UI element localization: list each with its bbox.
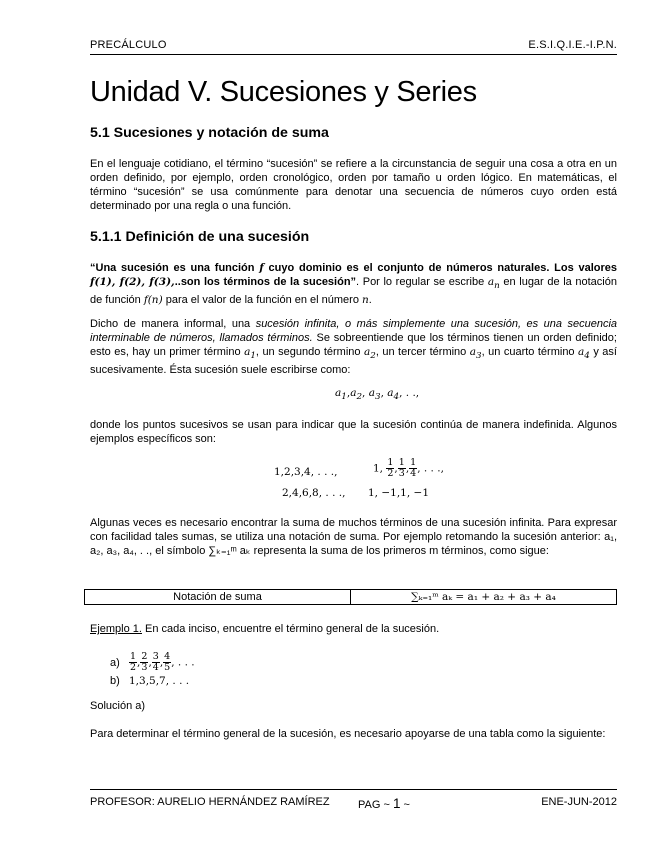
math-sub: 3 <box>374 392 381 403</box>
math-f-values: f(1), f(2), f(3), <box>90 276 175 288</box>
continuation-paragraph: donde los puntos sucesivos se usan para indicar que la sucesión continúa de manera indefinida. Algunos ejemplos específicos son: <box>90 419 617 445</box>
math-f: f <box>259 262 264 274</box>
document-page <box>90 0 617 848</box>
general-sequence: $a_1,a_2$, $a_3$, $a_4$, . ., <box>335 387 420 403</box>
fraction-four-fifths <box>163 652 171 673</box>
section-heading-5-1: 5.1 Sucesiones y notación de suma <box>90 125 329 141</box>
example-seq-alternating: 1, −1,1, −1 <box>368 487 430 499</box>
example-seq-evens: 2,4,6,8, . . ., <box>282 487 346 499</box>
fraction-numerator: 1 <box>387 457 394 468</box>
header-school: E.S.I.Q.I.E.-I.P.N. <box>528 39 617 51</box>
fraction-denominator: 5 <box>164 662 171 673</box>
header-rule <box>90 54 617 55</box>
math-sub: 2 <box>356 392 363 403</box>
definition-bold-2: cuyo dominio es el conjunto de números naturales. Los valores <box>263 262 617 274</box>
math-a: a <box>368 387 375 399</box>
fraction-one-half <box>129 652 137 673</box>
math-a: a <box>487 276 495 288</box>
footer-page-digit: 1 <box>392 796 401 811</box>
math-sub: 1 <box>250 351 256 362</box>
solution-paragraph: Para determinar el término general de la sucesión, es necesario apoyarse de una tabla como la siguiente: <box>90 728 606 740</box>
fraction-denominator: 2 <box>130 662 137 673</box>
math-a: a <box>335 387 342 399</box>
seq-a3 <box>368 387 381 403</box>
footer-pag-label: PAG ~ <box>358 799 393 811</box>
definition-text-3: para el valor de la función en el número <box>162 294 363 307</box>
informal-text-3: , un segundo término <box>255 346 364 358</box>
table-row <box>85 590 617 605</box>
definition-bold-3: ..son los términos de la sucesión” <box>174 276 357 288</box>
sum-notation-table <box>84 589 617 605</box>
math-sub: 4 <box>584 351 590 362</box>
seq-one: 1, <box>373 462 384 475</box>
seq-a1 <box>335 387 347 403</box>
seq-tail: , . . ., <box>417 462 444 475</box>
math-a3 <box>469 346 482 362</box>
math-sub: 3 <box>476 351 482 362</box>
table-cell-formula: ∑ₖ₌₁ᵐ aₖ = a₁ + a₂ + a₃ + a₄ <box>351 590 617 605</box>
math-sub-n: n <box>494 281 500 292</box>
fraction-numerator: 2 <box>141 651 148 662</box>
sum-notation-paragraph: Algunas veces es necesario encontrar la suma de muchos términos de una sucesión infinita. Para expresar con facilidad tales sumas, se utiliza una notación de suma. Por ejemplo retomando la sucesión anterior: a₁, a₂, a₃, a₄, . ., el símbolo ∑ₖ₌₁ᵐ aₖ representa la suma de los primeros m términos, como sigue: <box>90 517 617 557</box>
footer-professor: PROFESOR: AURELIO HERNÁNDEZ RAMÍREZ <box>90 796 330 808</box>
item-a-sequence: $\frac{1}{2}$ , $\frac{2}{3}$ , $\frac{3}{4}$ , $\frac{4}{5}$ , . . . <box>130 651 195 673</box>
item-label-a: a) <box>110 656 120 669</box>
math-a: a <box>469 346 477 358</box>
example-seq-naturals: 1,2,3,4, . . ., <box>274 466 338 478</box>
header-course: PRECÁLCULO <box>90 39 167 51</box>
seq-tail: , . . . <box>171 656 195 669</box>
math-a1 <box>244 346 256 362</box>
item-b-sequence: 1,3,5,7, . . . <box>129 675 190 687</box>
math-n: n <box>362 294 369 307</box>
math-a: a <box>244 346 251 358</box>
math-a: a <box>387 387 394 399</box>
informal-text-6: y así sucesivamente. Ésta sucesión suele escribirse como: <box>90 346 617 377</box>
fraction-denominator: 4 <box>410 468 417 479</box>
footer-rule <box>90 789 617 790</box>
definition-paragraph <box>90 261 617 307</box>
example-1-intro <box>90 622 617 636</box>
fraction-numerator: 1 <box>130 651 137 662</box>
footer-page-number <box>358 796 410 811</box>
footer-term: ENE-JUN-2012 <box>541 796 617 808</box>
informal-text-4: , un tercer término <box>375 346 470 358</box>
fraction-one-half <box>386 458 394 479</box>
informal-definition-paragraph <box>90 317 617 377</box>
fraction-numerator: 3 <box>152 651 159 662</box>
math-sub: 4 <box>393 392 400 403</box>
seq-tail: , . ., <box>399 387 420 399</box>
example-items <box>110 652 195 689</box>
math-sub: 1 <box>341 392 347 403</box>
seq-a2 <box>350 387 363 403</box>
solution-heading: Solución a) <box>90 700 146 712</box>
fraction-three-fourths <box>152 652 160 673</box>
definition-text-1: . Por lo regular se escribe <box>356 276 488 288</box>
math-sub: 2 <box>370 351 376 362</box>
seq-a4 <box>387 387 400 403</box>
footer-pag-end: ~ <box>400 799 410 811</box>
informal-text-5: , un cuarto término <box>481 346 579 358</box>
fraction-denominator: 2 <box>387 468 394 479</box>
definition-text-2: en lugar de la notación de función <box>90 276 617 307</box>
math-a4 <box>578 346 590 362</box>
informal-text-2: Se sobreentiende que los términos tienen un orden definido; esto es, hay un primer término <box>90 332 617 358</box>
math-a: a <box>350 387 357 399</box>
fraction-one-third <box>398 458 406 479</box>
fraction-denominator: 4 <box>152 662 159 673</box>
fraction-numerator: 1 <box>410 457 417 468</box>
fraction-numerator: 1 <box>398 457 405 468</box>
definition-text-4: . <box>368 294 372 307</box>
math-a: a <box>363 346 371 358</box>
example-text: En cada inciso, encuentre el término general de la sucesión. <box>141 623 440 635</box>
list-item <box>110 673 195 689</box>
informal-text-1: Dicho de manera informal, una <box>90 318 256 330</box>
section-heading-5-1-1: 5.1.1 Definición de una sucesión <box>90 229 310 245</box>
math-f-n: f(n) <box>143 294 163 307</box>
math-a2 <box>363 346 376 362</box>
fraction-two-thirds <box>140 652 148 673</box>
definition-bold-1: “Una sucesión es una función <box>90 262 260 274</box>
item-label-b: b) <box>110 675 120 687</box>
fraction-numerator: 4 <box>164 651 171 662</box>
page-title: Unidad V. Sucesiones y Series <box>90 76 477 108</box>
math-a-n <box>487 276 500 292</box>
fraction-denominator: 3 <box>398 468 405 479</box>
section-5-1-paragraph: En el lenguaje cotidiano, el término “sucesión” se refiere a la circunstancia de seguir una cosa a otra en un orden definido, por ejemplo, orden cronológico, orden por tamaño u orden lógico. En matemáticas, el término “sucesión” se usa comúnmente para denotar una secuencia de números cuyo orden está determinado por una regla o una función. <box>90 158 617 212</box>
list-item <box>110 652 195 673</box>
informal-italic: sucesión infinita, o más simplemente una sucesión, es una secuencia interminable de números, llamados términos. <box>90 318 618 344</box>
example-label: Ejemplo 1. <box>90 623 142 635</box>
fraction-denominator: 3 <box>141 662 148 673</box>
math-a: a <box>578 346 585 358</box>
fraction-one-fourth <box>409 458 417 479</box>
example-seq-reciprocals: 1, $\frac{1}{2}$ , $\frac{1}{3}$ , $\frac{1}{4}$ , . . ., <box>373 457 444 479</box>
table-cell-label: Notación de suma <box>85 590 351 605</box>
